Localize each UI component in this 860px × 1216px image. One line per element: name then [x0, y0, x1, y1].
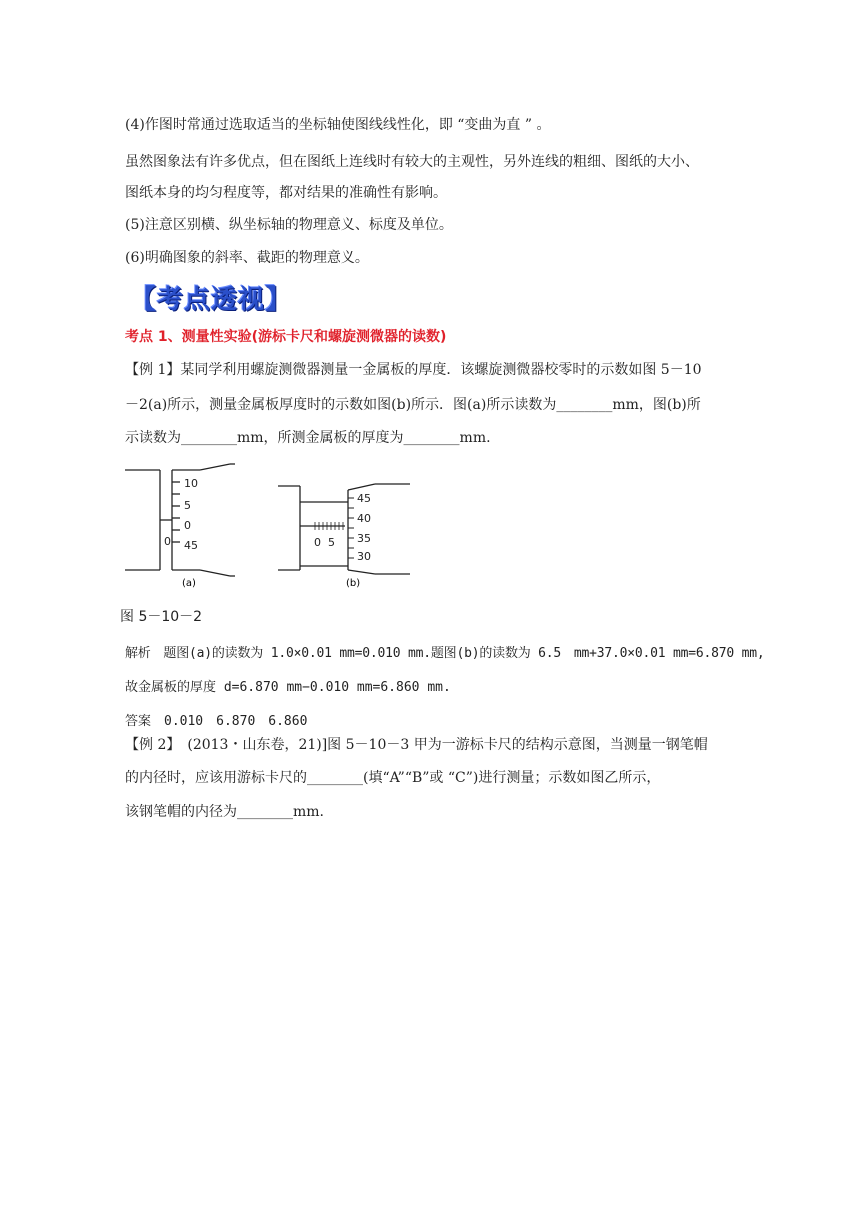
- figure-b-label: (b): [346, 578, 361, 589]
- analysis-line-2: 故金属板的厚度 d=6.870 mm−0.010 mm=6.860 mm.: [125, 680, 451, 695]
- scale-a-zero: 0: [164, 535, 171, 548]
- example-2-line-1: 【例 2】 (2013・山东卷，21)]图 5－10－3 甲为一游标卡尺的结构示意图，当测量一钢笔帽: [125, 737, 708, 753]
- scale-a-label-4: 45: [184, 539, 198, 552]
- scale-b-label-3: 35: [357, 532, 371, 545]
- item-4: (4)作图时常通过选取适当的坐标轴使图线线性化，即 “变曲为直 ” 。: [125, 117, 551, 133]
- scale-b-label-2: 40: [357, 512, 371, 525]
- scale-b-label-4: 30: [357, 550, 371, 563]
- item-6: (6)明确图象的斜率、截距的物理意义。: [125, 250, 369, 266]
- scale-b-main-labels: 0 5: [314, 536, 335, 549]
- example-2-line-3: 该钢笔帽的内径为________mm.: [125, 804, 325, 820]
- scale-a-label-1: 10: [184, 477, 198, 490]
- micrometer-b: [278, 484, 410, 574]
- scale-a-label-2: 5: [184, 499, 191, 512]
- scale-a-label-3: 0: [184, 519, 191, 532]
- analysis-line-1: 解析 题图(a)的读数为 1.0×0.01 mm=0.010 mm.题图(b)的读数为 6.5 mm+37.0×0.01 mm=6.870 mm,: [125, 646, 765, 661]
- thimble-ticks-b: [348, 498, 354, 558]
- item-5: (5)注意区别横、纵坐标轴的物理意义、标度及单位。: [125, 217, 453, 233]
- micrometer-a: [125, 464, 235, 576]
- example-2-line-2: 的内径时，应该用游标卡尺的________(填“A”“B”或 “C”)进行测量；示数如图乙所示，: [125, 770, 661, 786]
- example-1-line-1: 【例 1】某同学利用螺旋测微器测量一金属板的厚度．该螺旋测微器校零时的示数如图 5－10: [125, 362, 702, 378]
- scale-b-label-1: 45: [357, 492, 371, 505]
- micrometer-figure: [120, 460, 420, 590]
- example-1-line-2: －2(a)所示，测量金属板厚度时的示数如图(b)所示．图(a)所示读数为________mm，图(b)所: [125, 397, 701, 413]
- note-line-1: 虽然图象法有许多优点，但在图纸上连线时有较大的主观性，另外连线的粗细、图纸的大小、: [125, 154, 699, 170]
- figure-caption: 图 5－10－2: [120, 609, 203, 625]
- section-title: 考点 1、测量性实验(游标卡尺和螺旋测微器的读数): [125, 329, 447, 345]
- note-line-2: 图纸本身的均匀程度等，都对结果的准确性有影响。: [125, 185, 447, 201]
- section-banner: 【考点透视】: [130, 285, 293, 315]
- figure-a-label: (a): [182, 578, 196, 589]
- answer: 答案 0.010 6.870 6.860: [125, 714, 308, 729]
- example-1-line-3: 示读数为________mm，所测金属板的厚度为________mm.: [125, 430, 491, 446]
